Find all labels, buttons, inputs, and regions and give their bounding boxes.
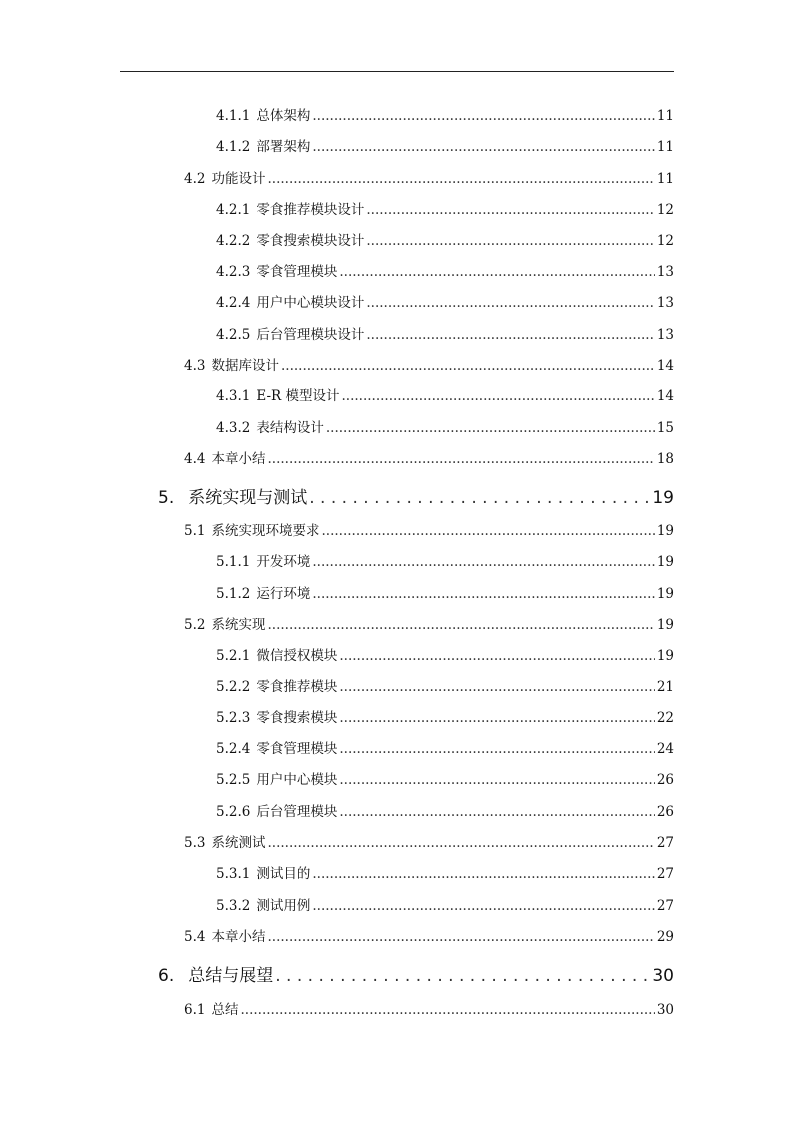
toc-entry-number: 5.2.5 (216, 772, 251, 788)
toc-dot-leader (267, 617, 654, 633)
toc-entry-level-3[interactable] (216, 416, 674, 436)
toc-entry-page-number: 11 (656, 171, 674, 187)
toc-entry-title: 本章小结 (211, 451, 266, 467)
toc-dot-leader (312, 586, 654, 602)
toc-entry-page-number: 19 (656, 554, 674, 570)
toc-entry-number: 5.2 (184, 617, 206, 633)
toc-entry-level-2[interactable] (184, 447, 674, 467)
toc-entry-title: 后台管理模块设计 (256, 327, 365, 343)
toc-dot-leader (339, 804, 654, 820)
toc-dot-leader (366, 202, 654, 218)
toc-entry-level-3[interactable] (216, 229, 674, 249)
header-rule (120, 71, 674, 72)
toc-entry-level-3[interactable] (216, 260, 674, 280)
toc-entry-page-number: 30 (656, 1002, 674, 1018)
toc-dot-leader (267, 929, 654, 945)
toc-entry-page-number: 19 (656, 586, 674, 602)
toc-entry-page-number: 29 (656, 929, 674, 945)
toc-entry-level-1[interactable] (158, 483, 674, 508)
toc-entry-number: 6.1 (184, 1002, 206, 1018)
toc-dot-leader (339, 741, 654, 757)
toc-entry-page-number: 14 (656, 358, 674, 374)
toc-entry-level-2[interactable] (184, 925, 674, 945)
toc-entry-level-2[interactable] (184, 519, 674, 539)
toc-entry-level-3[interactable] (216, 104, 674, 124)
toc-dot-leader (312, 108, 654, 124)
toc-entry-page-number: 27 (656, 898, 674, 914)
toc-entry-title: 零食管理模块 (256, 741, 338, 757)
toc-entry-level-2[interactable] (184, 167, 674, 187)
toc-entry-page-number: 19 (656, 648, 674, 664)
toc-entry-title: 总体架构 (256, 108, 311, 124)
toc-entry-title: 系统实现环境要求 (211, 523, 320, 539)
toc-entry-title: 零食推荐模块设计 (256, 202, 365, 218)
toc-entry-level-3[interactable] (216, 384, 674, 404)
toc-dot-leader (309, 488, 650, 508)
toc-entry-number: 5.1.2 (216, 586, 251, 602)
toc-entry-number: 4.2.1 (216, 202, 251, 218)
toc-entry-title: 数据库设计 (211, 358, 279, 374)
toc-entry-title: 零食管理模块 (256, 264, 338, 280)
toc-entry-level-2[interactable] (184, 613, 674, 633)
toc-entry-page-number: 18 (656, 451, 674, 467)
toc-entry-title: 本章小结 (211, 929, 266, 945)
toc-entry-level-3[interactable] (216, 675, 674, 695)
toc-dot-leader (366, 327, 654, 343)
toc-entry-level-3[interactable] (216, 862, 674, 882)
toc-entry-page-number: 12 (656, 233, 674, 249)
toc-entry-page-number: 24 (656, 741, 674, 757)
toc-entry-title: 功能设计 (211, 171, 266, 187)
toc-entry-title: 微信授权模块 (256, 648, 338, 664)
toc-entry-level-2[interactable] (184, 354, 674, 374)
toc-dot-leader (339, 648, 654, 664)
toc-entry-number: 5. (158, 488, 175, 508)
toc-entry-level-2[interactable] (184, 998, 674, 1018)
toc-entry-level-3[interactable] (216, 135, 674, 155)
toc-entry-level-3[interactable] (216, 800, 674, 820)
toc-dot-leader (275, 966, 650, 986)
toc-entry-level-3[interactable] (216, 323, 674, 343)
toc-dot-leader (339, 264, 654, 280)
toc-entry-title: 系统实现 (211, 617, 266, 633)
toc-entry-title: 系统测试 (211, 835, 266, 851)
toc-dot-leader (312, 898, 654, 914)
toc-entry-number: 4.4 (184, 451, 206, 467)
toc-entry-title: 表结构设计 (256, 420, 324, 436)
toc-entry-title: 开发环境 (256, 554, 311, 570)
toc-entry-number: 4.2.4 (216, 295, 251, 311)
toc-entry-page-number: 13 (656, 264, 674, 280)
toc-dot-leader (339, 772, 654, 788)
toc-entry-level-1[interactable] (158, 961, 674, 986)
toc-dot-leader (267, 835, 654, 851)
toc-entry-title: 运行环境 (256, 586, 311, 602)
toc-dot-leader (312, 866, 654, 882)
toc-dot-leader (339, 710, 654, 726)
toc-entry-page-number: 13 (656, 295, 674, 311)
toc-entry-page-number: 22 (656, 710, 674, 726)
toc-entry-number: 4.3.2 (216, 420, 251, 436)
toc-entry-title: 用户中心模块 (256, 772, 338, 788)
toc-entry-number: 4.3.1 (216, 388, 251, 404)
toc-entry-number: 4.2.5 (216, 327, 251, 343)
toc-entry-page-number: 26 (656, 772, 674, 788)
toc-dot-leader (240, 1002, 654, 1018)
toc-dot-leader (281, 358, 655, 374)
toc-entry-title: 测试用例 (256, 898, 311, 914)
toc-entry-number: 4.1.2 (216, 139, 251, 155)
toc-entry-level-2[interactable] (184, 831, 674, 851)
toc-entry-number: 4.2.3 (216, 264, 251, 280)
toc-entry-page-number: 30 (652, 966, 674, 986)
toc-entry-number: 5.1 (184, 523, 206, 539)
toc-entry-page-number: 14 (656, 388, 674, 404)
toc-entry-number: 5.2.6 (216, 804, 251, 820)
toc-dot-leader (321, 523, 654, 539)
toc-entry-level-3[interactable] (216, 737, 674, 757)
toc-entry-title: 总结 (211, 1002, 239, 1018)
toc-entry-page-number: 13 (656, 327, 674, 343)
toc-entry-page-number: 21 (656, 679, 674, 695)
toc-entry-number: 5.2.4 (216, 741, 251, 757)
toc-entry-level-3[interactable] (216, 706, 674, 726)
toc-dot-leader (326, 420, 655, 436)
toc-entry-page-number: 11 (656, 139, 674, 155)
toc-entry-title: 总结与展望 (188, 966, 274, 986)
toc-entry-page-number: 19 (652, 488, 674, 508)
toc-entry-title: E-R 模型设计 (256, 388, 340, 404)
toc-entry-title: 系统实现与测试 (188, 488, 308, 508)
toc-entry-page-number: 19 (656, 617, 674, 633)
toc-entry-title: 零食推荐模块 (256, 679, 338, 695)
toc-entry-title: 部署架构 (256, 139, 311, 155)
toc-entry-number: 6. (158, 966, 175, 986)
toc-dot-leader (341, 388, 654, 404)
toc-entry-level-3[interactable] (216, 768, 674, 788)
toc-entry-title: 零食搜索模块 (256, 710, 338, 726)
toc-entry-page-number: 15 (656, 420, 674, 436)
toc-entry-page-number: 27 (656, 835, 674, 851)
toc-entry-number: 4.3 (184, 358, 206, 374)
toc-entry-level-3[interactable] (216, 198, 674, 218)
toc-entry-page-number: 12 (656, 202, 674, 218)
toc-entry-page-number: 27 (656, 866, 674, 882)
toc-entry-number: 4.2.2 (216, 233, 251, 249)
toc-entry-number: 4.2 (184, 171, 206, 187)
toc-entry-number: 5.2.2 (216, 679, 251, 695)
toc-dot-leader (312, 554, 654, 570)
toc-entry-number: 5.2.3 (216, 710, 251, 726)
toc-entry-number: 5.2.1 (216, 648, 251, 664)
toc-dot-leader (366, 233, 654, 249)
toc-entry-number: 5.3.2 (216, 898, 251, 914)
toc-entry-level-3[interactable] (216, 582, 674, 602)
toc-entry-page-number: 11 (656, 108, 674, 124)
toc-entry-level-3[interactable] (216, 291, 674, 311)
toc-dot-leader (312, 139, 654, 155)
toc-entry-title: 零食搜索模块设计 (256, 233, 365, 249)
toc-entry-title: 用户中心模块设计 (256, 295, 365, 311)
toc-dot-leader (339, 679, 654, 695)
toc-dot-leader (267, 451, 654, 467)
toc-entry-number: 5.3.1 (216, 866, 251, 882)
toc-entry-page-number: 19 (656, 523, 674, 539)
toc-entry-level-3[interactable] (216, 550, 674, 570)
toc-entry-level-3[interactable] (216, 644, 674, 664)
toc-entry-title: 后台管理模块 (256, 804, 338, 820)
toc-entry-title: 测试目的 (256, 866, 311, 882)
toc-entry-number: 4.1.1 (216, 108, 251, 124)
toc-entry-page-number: 26 (656, 804, 674, 820)
toc-entry-level-3[interactable] (216, 894, 674, 914)
toc-entry-number: 5.3 (184, 835, 206, 851)
toc-entry-number: 5.1.1 (216, 554, 251, 570)
toc-dot-leader (366, 295, 654, 311)
toc-dot-leader (267, 171, 654, 187)
toc-entry-number: 5.4 (184, 929, 206, 945)
